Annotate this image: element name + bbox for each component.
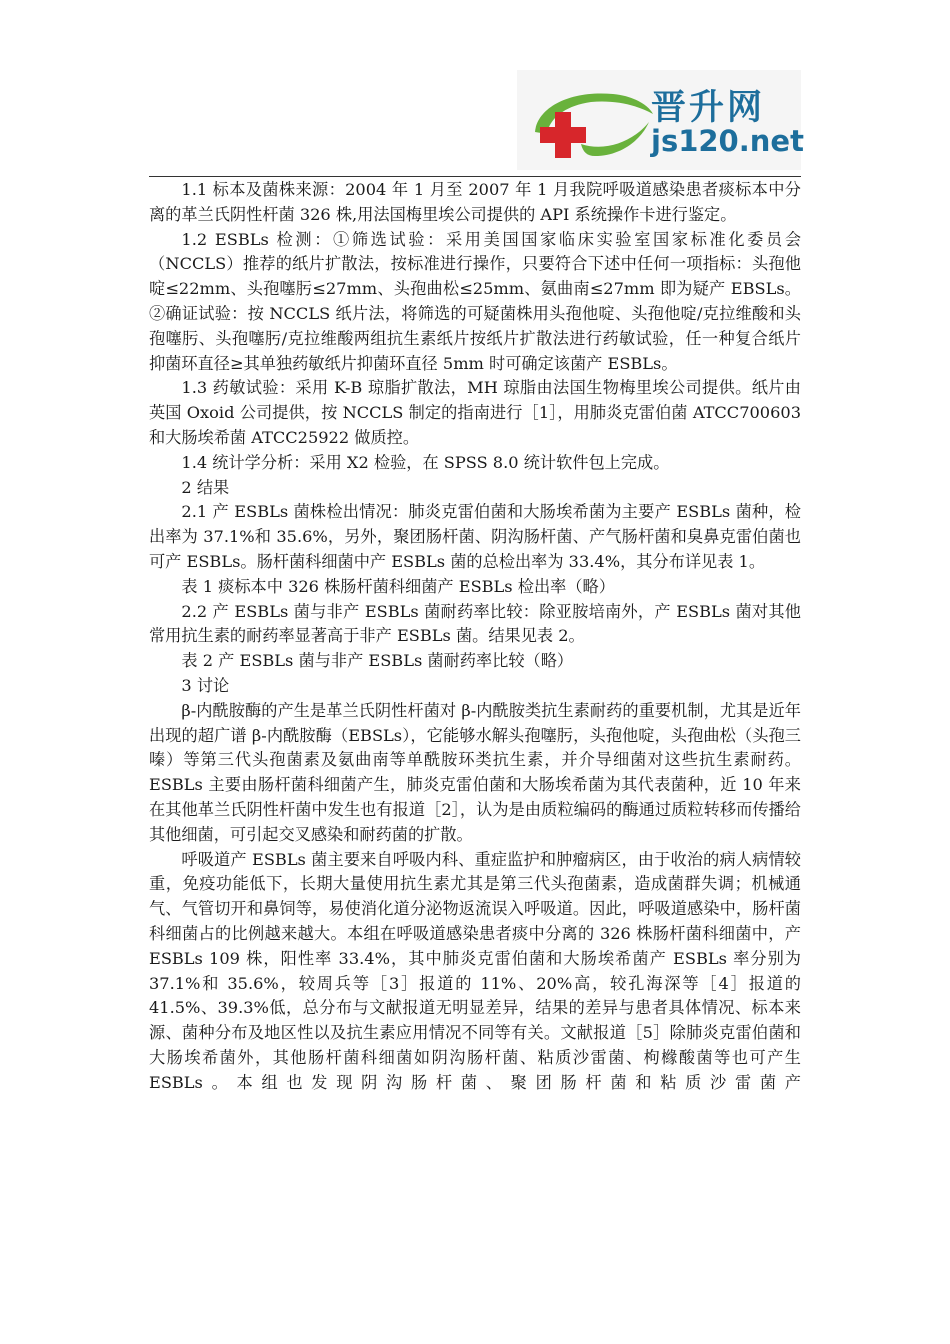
table-1-caption: 表 1 痰标本中 326 株肠杆菌科细菌产 ESBLs 检出率（略）	[181, 576, 615, 596]
section-1-4: 1.4 统计学分析：采用 X2 检验，在 SPSS 8.0 统计软件包上完成。	[181, 452, 670, 472]
article-body	[149, 178, 801, 1095]
section-1-2: 1.2 ESBLs 检测：①筛选试验：采用美国国家临床实验室国家标准化委员会（NCCLS）推荐的纸片扩散法，按标准进行操作，只要符合下述中任何一项指标：头孢他啶≤22mm、头孢噻肟≤27mm、头孢曲松≤25mm、氨曲南≤27mm 即为疑产 EBSLs。②确证试验：按 NCCLS 纸片法，将筛选的可疑菌株用头孢他啶、头孢他啶/克拉维酸和头孢噻肟、头孢噻肟/克拉维酸两组抗生素纸片按纸片扩散法进行药敏试验，任一种复合纸片抑菌环直径≥其单独药敏纸片抑菌环直径 5mm 时可确定该菌产 ESBLs。	[149, 229, 801, 373]
section-1-3: 1.3 药敏试验：采用 K-B 琼脂扩散法，MH 琼脂由法国生物梅里埃公司提供。纸片由英国 Oxoid 公司提供，按 NCCLS 制定的指南进行［1］，用肺炎克雷伯菌 ATCC700603 和大肠埃希菌 ATCC25922 做质控。	[149, 378, 801, 447]
header-divider	[149, 176, 801, 177]
site-logo[interactable]	[517, 70, 804, 170]
logo-domain: js120.net	[651, 124, 804, 158]
section-1-1: 1.1 标本及菌株来源：2004 年 1 月至 2007 年 1 月我院呼吸道感染患者痰标本中分离的革兰氏阴性杆菌 326 株,用法国梅里埃公司提供的 API 系统操作卡进行鉴定。	[149, 180, 801, 224]
logo-name: 晋升网	[651, 88, 766, 128]
heading-results: 2 结果	[181, 477, 230, 497]
heading-discussion: 3 讨论	[181, 675, 230, 695]
section-2-2: 2.2 产 ESBLs 菌与非产 ESBLs 菌耐药率比较：除亚胺培南外，产 ESBLs 菌对其他常用抗生素的耐药率显著高于非产 ESBLs 菌。结果见表 2。	[149, 601, 801, 646]
discussion-paragraph-1: β-内酰胺酶的产生是革兰氏阴性杆菌对 β-内酰胺类抗生素耐药的重要机制，尤其是近年出现的超广谱 β-内酰胺酶（EBSLs），它能够水解头孢噻肟，头孢他啶，头孢曲松（头孢三嗪）等第三代头孢菌素及氨曲南等单酰胺环类抗生素，并介导细菌对这些抗生素耐药。ESBLs 主要由肠杆菌科细菌产生，肺炎克雷伯菌和大肠埃希菌为其代表菌种，近 10 年来在其他革兰氏阴性杆菌中发生也有报道［2］，认为是由质粒编码的酶通过质粒转移而传播给其他细菌，可引起交叉感染和耐药菌的扩散。	[149, 700, 801, 844]
discussion-paragraph-2: 呼吸道产 ESBLs 菌主要来自呼吸内科、重症监护和肿瘤病区，由于收治的病人病情较重，免疫功能低下，长期大量使用抗生素尤其是第三代头孢菌素，造成菌群失调；机械通气、气管切开和鼻饲等，易使消化道分泌物返流误入呼吸道。因此，呼吸道感染中，肠杆菌科细菌占的比例越来越大。本组在呼吸道感染患者痰中分离的 326 株肠杆菌科细菌中，产 ESBLs 109 株，阳性率 33.4%，其中肺炎克雷伯菌和大肠埃希菌产 ESBLs 率分别为 37.1%和 35.6%，较周兵等［3］报道的 11%、20%高，较孔海深等［4］报道的 41.5%、39.3%低，总分布与文献报道无明显差异，结果的差异与患者具体情况、标本来源、菌种分布及地区性以及抗生素应用情况不同等有关。文献报道［5］除肺炎克雷伯菌和大肠埃希菌外，其他肠杆菌科细菌如阴沟肠杆菌、粘质沙雷菌、枸橼酸菌等也可产生 ESBLs。本组也发现阴沟肠杆菌、聚团肠杆菌和粘质沙雷菌产	[149, 849, 801, 1092]
section-2-1: 2.1 产 ESBLs 菌株检出情况：肺炎克雷伯菌和大肠埃希菌为主要产 ESBLs 菌种，检出率为 37.1%和 35.6%，另外，聚团肠杆菌、阴沟肠杆菌、产气肠杆菌和臭鼻克雷伯菌也可产 ESBLs。肠杆菌科细菌中产 ESBLs 菌的总检出率为 33.4%，其分布详见表 1。	[149, 502, 801, 571]
table-2-caption: 表 2 产 ESBLs 菌与非产 ESBLs 菌耐药率比较（略）	[181, 651, 574, 671]
logo-swoosh-icon	[517, 70, 657, 170]
